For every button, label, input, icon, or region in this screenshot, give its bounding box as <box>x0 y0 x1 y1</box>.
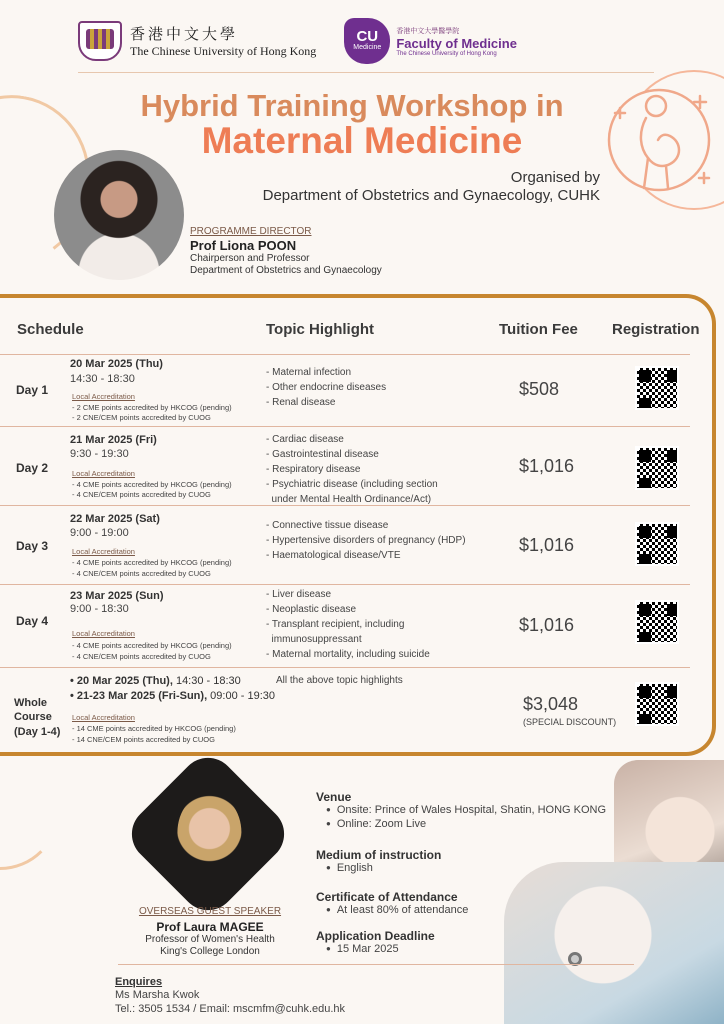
cuhk-crest-icon <box>78 21 122 61</box>
faculty-of-medicine-logo <box>344 18 517 64</box>
accreditation-item: - 14 CNE/CEM points accredited by CUOG <box>72 735 215 744</box>
tuition-fee: $1,016 <box>519 615 575 635</box>
registration-qr-code[interactable] <box>635 522 679 566</box>
session-date: 20 Mar 2025 (Thu) <box>70 358 163 370</box>
topic-item: - Liver disease <box>266 589 332 600</box>
session-time: 9:00 - 19:00 <box>70 527 129 539</box>
topic-item: - Respiratory disease <box>266 464 361 475</box>
divider <box>0 505 690 506</box>
enquiries-contact-details[interactable]: Tel.: 3505 1534 / Email: mscmfm@cuhk.edu.hk <box>115 1003 346 1016</box>
director-block <box>190 226 382 277</box>
pregnancy-checkup-photo <box>504 862 724 1024</box>
speaker-role: OVERSEAS GUEST SPEAKER <box>138 906 282 917</box>
topic-item: under Mental Health Ordinance/Act) <box>266 494 432 505</box>
tuition-fee: $3,048 <box>523 694 579 714</box>
director-name: Prof Liona POON <box>190 238 297 253</box>
accreditation-item: - 4 CME points accredited by HKCOG (pending) <box>72 641 232 650</box>
accreditation-label: Local Accreditation <box>72 713 135 722</box>
tuition-fee: $1,016 <box>519 456 575 476</box>
accreditation-item: - 4 CME points accredited by HKCOG (pending) <box>72 480 232 489</box>
topic-item: - Gastrointestinal disease <box>266 449 379 460</box>
special-discount-note: (SPECIAL DISCOUNT) <box>523 717 617 727</box>
accreditation-item: - 4 CNE/CEM points accredited by CUOG <box>72 652 211 661</box>
cuhk-name-en: The Chinese University of Hong Kong <box>130 44 317 58</box>
whole-course-label: Whole Course (Day 1-4) <box>14 697 61 738</box>
title-line-1: Hybrid Training Workshop in <box>140 88 564 123</box>
director-title: Chairperson and Professor <box>190 253 310 264</box>
day-label: Day 3 <box>16 539 49 553</box>
session-time: 9:30 - 19:30 <box>70 448 129 460</box>
topic-item: - Renal disease <box>266 397 336 408</box>
divider <box>0 584 690 585</box>
tuition-fee: $508 <box>519 379 560 399</box>
speaker-photo <box>120 746 295 921</box>
accreditation-item: - 14 CME points accredited by HKCOG (pending) <box>72 724 236 733</box>
registration-qr-code[interactable] <box>635 366 679 410</box>
topic-list <box>266 365 386 410</box>
whole-course-date-1: • 20 Mar 2025 (Thu), 14:30 - 18:30 <box>70 675 241 687</box>
session-date: 23 Mar 2025 (Sun) <box>70 590 164 602</box>
header-tuition-fee: Tuition Fee <box>499 321 578 338</box>
accreditation-item: - 2 CME points accredited by HKCOG (pending) <box>72 403 232 412</box>
speaker-name: Prof Laura MAGEE <box>156 920 264 934</box>
accreditation-label: Local Accreditation <box>72 547 135 556</box>
deadline-item: ● 15 Mar 2025 <box>326 943 435 957</box>
certificate-section <box>316 890 468 918</box>
medium-title: Medium of instruction <box>316 848 442 862</box>
topic-item: - Neoplastic disease <box>266 604 357 615</box>
divider <box>0 354 690 355</box>
venue-item: ● Onsite: Prince of Wales Hospital, Shatin, HONG KONG <box>326 804 606 818</box>
accreditation-label: Local Accreditation <box>72 629 135 638</box>
header-schedule: Schedule <box>17 321 84 338</box>
venue-item: ● Online: Zoom Live <box>326 818 606 832</box>
cu-medicine-badge-icon: CU Medicine <box>344 18 390 64</box>
topic-list <box>266 587 430 662</box>
faculty-name-en: Faculty of Medicine <box>396 35 517 51</box>
accreditation-item: - 2 CNE/CEM points accredited by CUOG <box>72 413 211 422</box>
day-label: Day 4 <box>16 614 49 628</box>
faculty-name-zh: 香港中文大學醫學院 <box>396 27 460 35</box>
header-registration: Registration <box>612 321 700 338</box>
title-line-2: Maternal Medicine <box>201 120 523 161</box>
registration-qr-code[interactable] <box>635 446 679 490</box>
logo-bar <box>78 18 517 64</box>
day-label: Day 1 <box>16 383 49 397</box>
enquiries-title: Enquires <box>115 976 163 988</box>
topic-item: - Maternal infection <box>266 367 352 378</box>
topic-list <box>266 432 438 507</box>
cuhk-logo <box>78 21 316 61</box>
divider <box>0 426 690 427</box>
certificate-item: ● At least 80% of attendance <box>326 904 468 918</box>
medium-section <box>316 848 441 876</box>
speaker-info: Professor of Women's Health King's College London <box>145 934 275 957</box>
topic-item: - Hypertensive disorders of pregnancy (HDP) <box>266 535 466 546</box>
divider <box>118 964 634 965</box>
day-label: Day 2 <box>16 461 49 475</box>
deadline-title: Application Deadline <box>316 929 435 943</box>
topic-item: - Maternal mortality, including suicide <box>266 649 430 660</box>
topic-list <box>266 518 466 563</box>
decorative-arc <box>0 750 60 870</box>
medium-item: ● English <box>326 862 441 876</box>
session-date: 21 Mar 2025 (Fri) <box>70 434 157 446</box>
topic-item: - Transplant recipient, including <box>266 619 405 630</box>
topic-item: - Haematological disease/VTE <box>266 550 401 561</box>
accreditation-label: Local Accreditation <box>72 392 135 401</box>
session-time: 9:00 - 18:30 <box>70 603 129 615</box>
director-photo <box>54 150 184 280</box>
accreditation-item: - 4 CME points accredited by HKCOG (pending) <box>72 558 232 567</box>
cuhk-name-zh: 香港中文大學 <box>130 25 239 43</box>
venue-title: Venue <box>316 790 352 804</box>
accreditation-item: - 4 CNE/CEM points accredited by CUOG <box>72 490 211 499</box>
accreditation-item: - 4 CNE/CEM points accredited by CUOG <box>72 569 211 578</box>
topic-item: - Psychiatric disease (including section <box>266 479 438 490</box>
organiser-department: Department of Obstetrics and Gynaecology, CUHK <box>262 187 600 204</box>
enquiries-contact-name: Ms Marsha Kwok <box>115 989 200 1001</box>
director-role: PROGRAMME DIRECTOR <box>190 226 312 237</box>
faculty-university: The Chinese University of Hong Kong <box>396 50 497 57</box>
accreditation-label: Local Accreditation <box>72 469 135 478</box>
header-topic-highlight: Topic Highlight <box>266 321 375 338</box>
venue-section <box>316 790 606 832</box>
tuition-fee: $1,016 <box>519 535 575 555</box>
session-date: 22 Mar 2025 (Sat) <box>70 513 160 525</box>
session-time: 14:30 - 18:30 <box>70 373 135 385</box>
organised-by-label: Organised by <box>510 169 600 186</box>
registration-qr-code[interactable] <box>635 682 679 726</box>
enquiries-section <box>115 976 345 1017</box>
deadline-section <box>316 929 435 957</box>
topic-item: - Connective tissue disease <box>266 520 389 531</box>
registration-qr-code[interactable] <box>635 600 679 644</box>
topic-item: - Other endocrine diseases <box>266 382 387 393</box>
certificate-title: Certificate of Attendance <box>316 890 458 904</box>
divider <box>0 667 690 668</box>
topic-item: immunosuppressant <box>266 634 362 645</box>
topic-item: All the above topic highlights <box>276 675 403 686</box>
divider <box>78 72 654 73</box>
whole-course-date-2: • 21-23 Mar 2025 (Fri-Sun), 09:00 - 19:30 <box>70 690 276 702</box>
topic-item: - Cardiac disease <box>266 434 344 445</box>
director-department: Department of Obstetrics and Gynaecology <box>190 265 382 276</box>
